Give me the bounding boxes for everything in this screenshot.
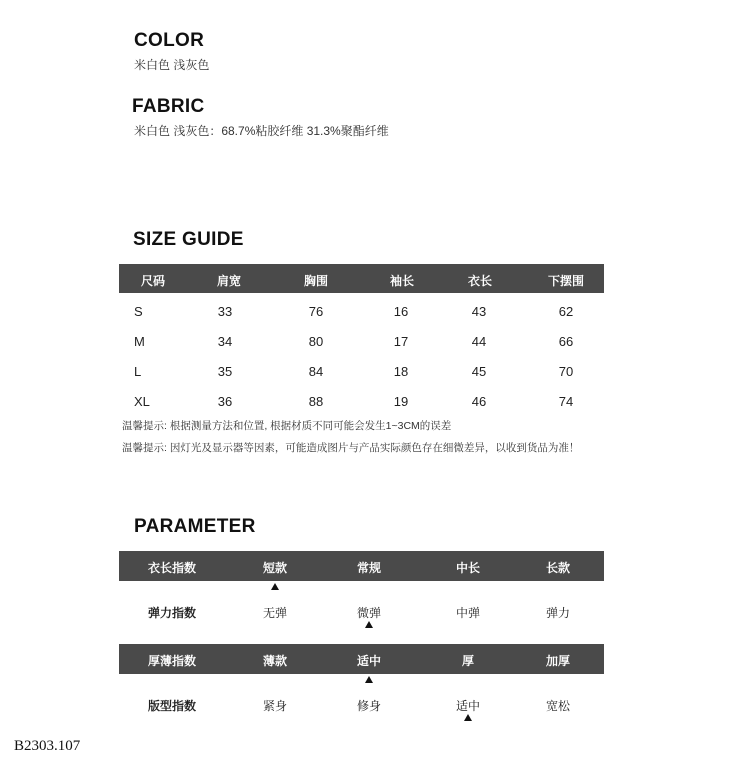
- fit-option: 宽松: [545, 699, 571, 713]
- table-row: [0, 394, 750, 414]
- fabric-values: 米白色 浅灰色：68.7%粘胶纤维 31.3%聚酯纤维: [134, 124, 389, 138]
- elasticity-option: 微弹: [356, 606, 382, 620]
- size-cell: 45: [471, 364, 487, 379]
- size-note: 温馨提示: 根据测量方法和位置, 根据材质不同可能会发生1~3CM的误差: [122, 420, 452, 432]
- elasticity-index-row: [0, 604, 750, 624]
- fit-selected-marker-icon: [464, 714, 472, 721]
- color-heading: COLOR: [134, 30, 205, 51]
- thickness-option: 薄款: [262, 654, 288, 668]
- fabric-heading: FABRIC: [132, 96, 205, 117]
- size-col-header: 袖长: [389, 274, 415, 288]
- table-row: [0, 304, 750, 324]
- size-cell: 84: [308, 364, 324, 379]
- table-row: [0, 334, 750, 354]
- length-selected-marker-icon: [271, 583, 279, 590]
- size-cell: XL: [134, 394, 150, 409]
- color-note: 温馨提示: 因灯光及显示器等因素，可能造成图片与产品实际颜色存在细微差异，以收到货品为准！: [122, 442, 580, 454]
- size-cell: 62: [558, 304, 574, 319]
- length-index-label: 衣长指数: [147, 561, 197, 575]
- size-col-header: 胸围: [303, 274, 329, 288]
- thickness-selected-marker-icon: [365, 676, 373, 683]
- thickness-index-label: 厚薄指数: [147, 654, 197, 668]
- table-row: [0, 364, 750, 384]
- size-cell: 70: [558, 364, 574, 379]
- size-col-header: 尺码: [141, 274, 166, 288]
- size-cell: 44: [471, 334, 487, 349]
- parameter-heading: PARAMETER: [134, 516, 256, 537]
- size-cell: 16: [393, 304, 409, 319]
- size-cell: 43: [471, 304, 487, 319]
- size-cell: 17: [393, 334, 409, 349]
- elasticity-option: 弹力: [545, 606, 571, 620]
- size-cell: 88: [308, 394, 324, 409]
- size-cell: 74: [558, 394, 574, 409]
- size-cell: 35: [217, 364, 233, 379]
- fit-option: 修身: [356, 699, 382, 713]
- elasticity-option: 无弹: [262, 606, 288, 620]
- thickness-index-bar: [119, 644, 604, 674]
- size-col-header: 衣长: [467, 274, 493, 288]
- elasticity-option: 中弹: [455, 606, 481, 620]
- fit-option: 适中: [455, 699, 481, 713]
- size-cell: 46: [471, 394, 487, 409]
- size-guide-heading: SIZE GUIDE: [133, 229, 244, 250]
- fit-option: 紧身: [262, 699, 288, 713]
- size-col-header: 下摆围: [547, 274, 585, 288]
- fit-index-row: [0, 697, 750, 717]
- size-table-header: [119, 264, 604, 293]
- length-option: 短款: [262, 561, 288, 575]
- size-cell: 80: [308, 334, 324, 349]
- thickness-option: 厚: [461, 654, 475, 668]
- elasticity-index-label: 弹力指数: [147, 606, 197, 620]
- size-cell: 66: [558, 334, 574, 349]
- length-index-bar: [119, 551, 604, 581]
- length-option: 长款: [545, 561, 571, 575]
- size-cell: 76: [308, 304, 324, 319]
- size-col-header: 肩宽: [216, 274, 242, 288]
- fit-index-label: 版型指数: [147, 699, 197, 713]
- size-cell: L: [134, 364, 142, 379]
- size-cell: S: [134, 304, 143, 319]
- thickness-option: 加厚: [545, 654, 571, 668]
- elasticity-selected-marker-icon: [365, 621, 373, 628]
- color-values: 米白色 浅灰色: [134, 58, 210, 72]
- thickness-option: 适中: [356, 654, 382, 668]
- size-cell: 34: [217, 334, 233, 349]
- length-option: 常规: [356, 561, 382, 575]
- length-option: 中长: [455, 561, 481, 575]
- size-cell: M: [134, 334, 145, 349]
- size-cell: 36: [217, 394, 233, 409]
- size-cell: 19: [393, 394, 409, 409]
- product-code: B2303.107: [14, 738, 81, 754]
- size-cell: 33: [217, 304, 233, 319]
- size-cell: 18: [393, 364, 409, 379]
